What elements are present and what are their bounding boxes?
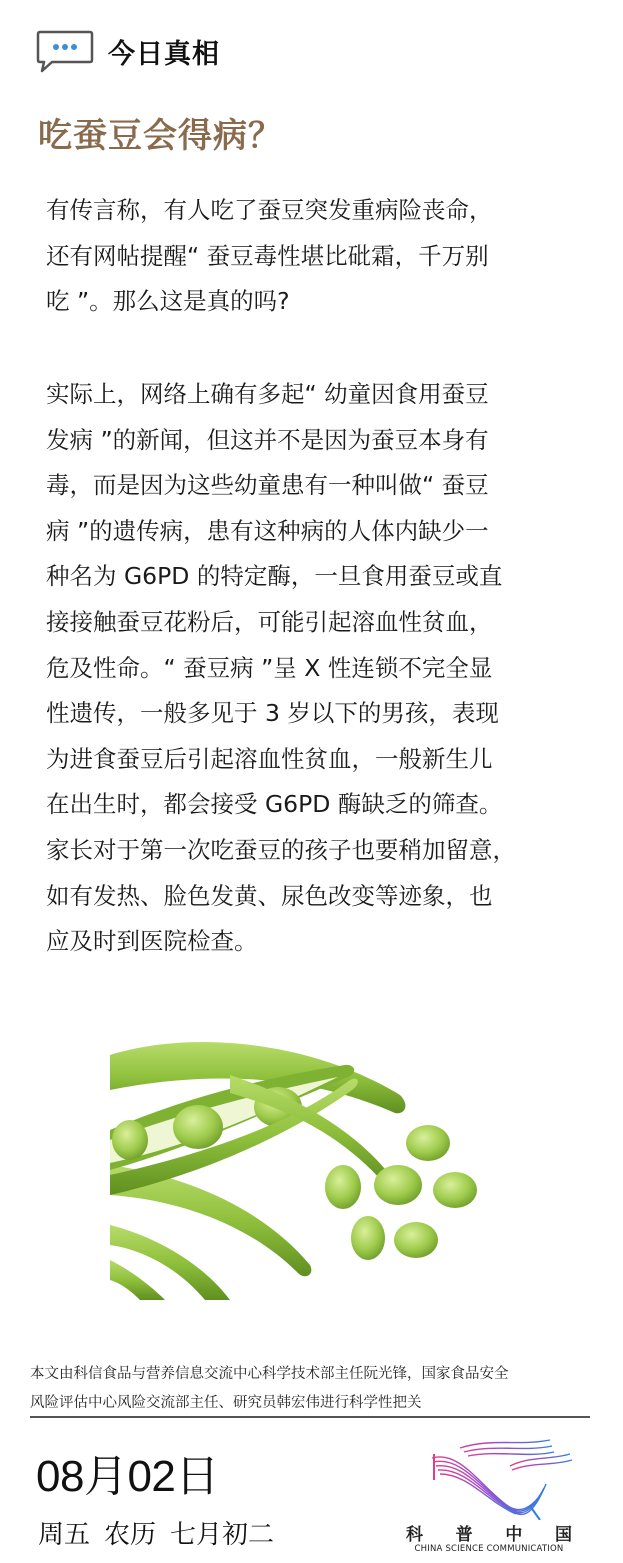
chat-bubble-icon bbox=[36, 28, 94, 74]
logo-chinese-text: 科 普 中 国 bbox=[406, 1525, 572, 1545]
credit-line-2: 风险评估中心风险交流部主任、研究员韩宏伟进行科学性把关 bbox=[30, 1395, 422, 1411]
kepu-china-logo bbox=[400, 1436, 578, 1556]
article-paragraph-2: 实际上，网络上确有多起“ 幼童因食用蚕豆 发病 ”的新闻，但这并不是因为蚕豆本身有 毒，而是因为这些幼童患有一种叫做“ 蚕豆 病 ”的遗传病，患有这种病的人体内缺少一 种名为 G6PD 的特定酶，一旦食用蚕豆或直 接接触蚕豆花粉后，可能引起溶血性贫血， 危及性命。“ 蚕豆病 ”呈 X 性连锁不完全显 性遗传，一般多见于 3 岁以下的男孩，表现 为进食蚕豆后引起溶血性贫血，一般新生儿 在出生时，都会接受 G6PD 酶缺乏的筛查。 家长对于第一次吃蚕豆的孩子也要稍加留意， 如有发热、脸色发黄、尿色改变等迹象，也 应及时到医院检查。 bbox=[46, 380, 516, 956]
fava-beans-photo bbox=[110, 1035, 500, 1300]
credit-line-1: 本文由科信食品与营养信息交流中心科学技术部主任阮光锋，国家食品安全 bbox=[30, 1366, 509, 1382]
header-title: 今日真相 bbox=[108, 38, 220, 70]
logo-english-text: CHINA SCIENCE COMMUNICATION bbox=[414, 1544, 564, 1554]
logo-mark-icon bbox=[400, 1436, 578, 1520]
header bbox=[36, 28, 220, 74]
date: 08月02日 bbox=[36, 1452, 219, 1501]
lunar-date: 七月初二 bbox=[170, 1520, 275, 1550]
divider bbox=[30, 1416, 590, 1418]
article-paragraph-1: 有传言称，有人吃了蚕豆突发重病险丧命， 还有网帖提醒“ 蚕豆毒性堪比砒霜，千万别 吃 ”。那么这是真的吗? bbox=[46, 196, 493, 316]
credit-note bbox=[30, 1360, 590, 1418]
article-title: 吃蚕豆会得病？ bbox=[38, 116, 283, 156]
date-subline bbox=[38, 1514, 274, 1551]
lunar-label: 农历 bbox=[104, 1520, 157, 1550]
weekday: 周五 bbox=[38, 1520, 91, 1550]
